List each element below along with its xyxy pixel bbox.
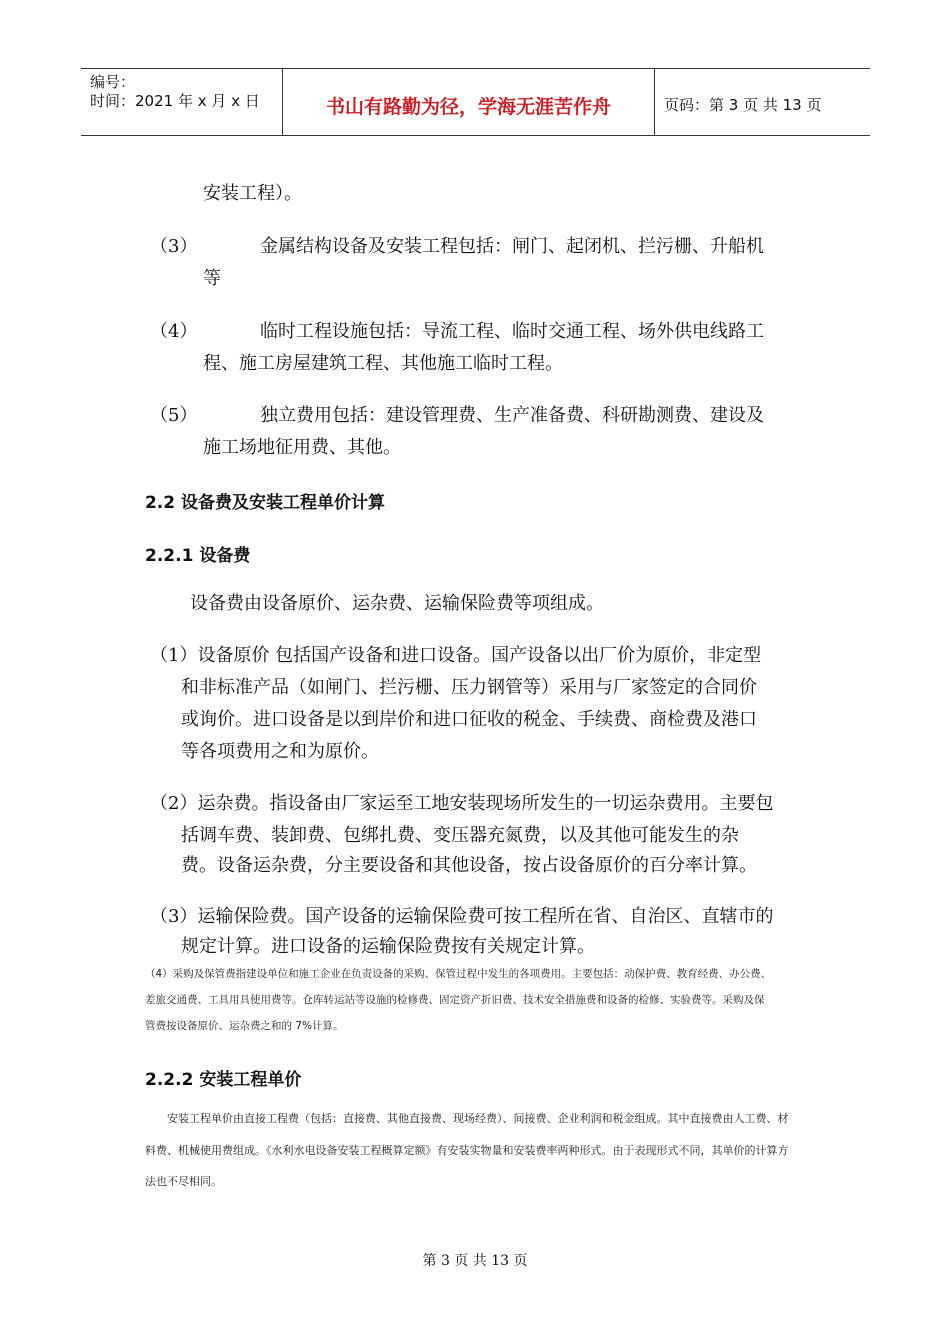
header-left-cell <box>81 69 282 135</box>
paragraph-1-line-1: （1）设备原价 包括国产设备和进口设备。国产设备以出厂价为原价，非定型 <box>150 645 762 666</box>
item-3-text-cont: 等 <box>203 268 221 289</box>
item-4-number: （4） <box>150 321 198 342</box>
item-4-text-cont: 程、施工房屋建筑工程、其他施工临时工程。 <box>203 353 563 374</box>
header-page-info: 页码：第 3 页 共 13 页 <box>664 96 822 114</box>
header-middle-cell <box>282 69 655 135</box>
header-motto: 书山有路勤为径，学海无涯苦作舟 <box>325 96 611 118</box>
paragraph-3-line-1: （3）运输保险费。国产设备的运输保险费可按工程所在省、自治区、直辖市的 <box>150 906 774 927</box>
document-number-label: 编号： <box>90 73 136 91</box>
paragraph-4-line-1: （4）采购及保管费指建设单位和施工企业在负责设备的采购、保管过程中发生的各项费用。主要包括：动保护费、教育经费、办公费、 <box>145 968 772 980</box>
header-table <box>81 68 870 136</box>
header-right-cell <box>655 69 870 135</box>
paragraph-5-line-2: 料费、机械使用费组成。《水利水电设备安装工程概算定额》有安装实物量和安装费率两种形式。由于表现形式不同，其单价的计算方 <box>145 1144 789 1157</box>
paragraph-2-line-2: 括调车费、装卸费、包绑扎费、变压器充氮费，以及其他可能发生的杂 <box>181 825 739 846</box>
section-heading-2-2: 2.2 设备费及安装工程单价计算 <box>145 493 386 513</box>
paragraph-1-line-3: 或询价。进口设备是以到岸价和进口征收的税金、手续费、商检费及港口 <box>181 709 757 730</box>
paragraph-1-line-4: 等各项费用之和为原价。 <box>181 741 379 762</box>
paragraph-5-line-1: 安装工程单价由直接工程费（包括：直接费、其他直接费、现场经费）、间接费、企业利润和税金组成。其中直接费由人工费、材 <box>167 1112 789 1125</box>
paragraph-1-line-2: 和非标准产品（如闸门、拦污栅、压力钢管等）采用与厂家签定的合同价 <box>181 677 757 698</box>
paragraph-4-line-3: 管费按设备原价、运杂费之和的 7%计算。 <box>145 1020 344 1032</box>
item-5-text: 独立费用包括：建设管理费、生产准备费、科研勘测费、建设及 <box>260 405 764 426</box>
section-heading-2-2-1: 2.2.1 设备费 <box>145 546 251 566</box>
paragraph-2-line-3: 费。设备运杂费，分主要设备和其他设备，按占设备原价的百分率计算。 <box>181 855 757 876</box>
continued-line: 安装工程）。 <box>203 183 302 204</box>
equipment-cost-intro: 设备费由设备原价、运杂费、运输保险费等项组成。 <box>190 593 604 614</box>
paragraph-2-line-1: （2）运杂费。指设备由厂家运至工地安装现场所发生的一切运杂费用。主要包 <box>150 793 774 814</box>
paragraph-5-line-3: 法也不尽相同。 <box>145 1175 222 1188</box>
item-3-number: （3） <box>150 236 198 257</box>
item-5-text-cont: 施工场地征用费、其他。 <box>203 437 401 458</box>
section-heading-2-2-2: 2.2.2 安装工程单价 <box>145 1070 302 1090</box>
paragraph-3-line-2: 规定计算。进口设备的运输保险费按有关规定计算。 <box>181 936 595 957</box>
item-3-text: 金属结构设备及安装工程包括：闸门、起闭机、拦污栅、升船机 <box>260 236 764 257</box>
document-time-label: 时间：2021 年 x 月 x 日 <box>90 92 260 110</box>
paragraph-4-line-2: 差旅交通费、工具用具使用费等。仓库转运站等设施的检修费、固定资产折旧费、技术安全措施费和设备的检修、实验费等。采购及保 <box>145 994 765 1006</box>
page-footer: 第 3 页 共 13 页 <box>422 1253 528 1269</box>
item-4-text: 临时工程设施包括：导流工程、临时交通工程、场外供电线路工 <box>260 321 764 342</box>
item-5-number: （5） <box>150 405 198 426</box>
